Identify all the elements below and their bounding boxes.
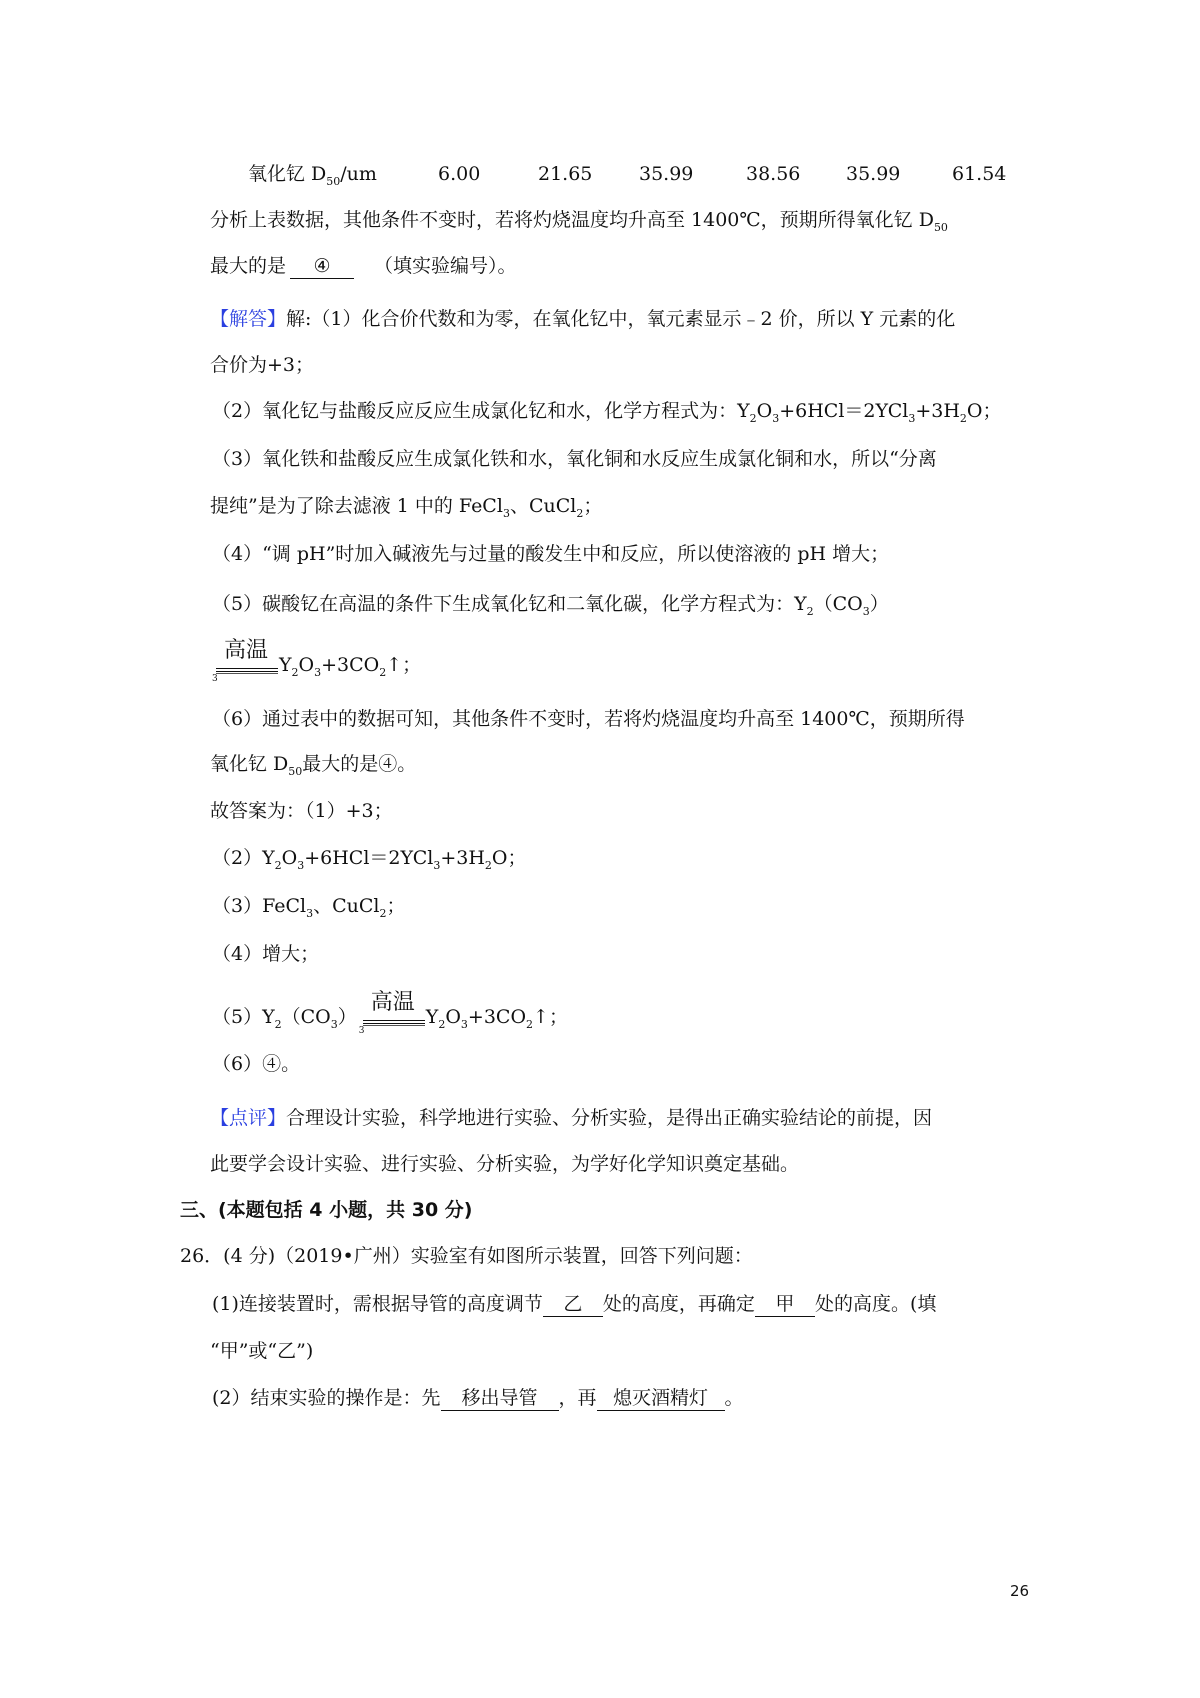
jieda-tag: 【解答】 (210, 308, 287, 330)
jieda-line-5: 提纯”是为了除去滤液 1 中的 FeCl$_3$、CuCl$_2$； (210, 495, 603, 520)
jieda-line-3: （2）氧化钇与盐酸反应反应生成氯化钇和水，化学方程式为：$Y_2O_3+6HCl=2YCl_3+3H_2O$； (212, 400, 1002, 425)
answer-blank: 熄灭酒精灯 (597, 1386, 725, 1411)
dianping-line-2: 此要学会设计实验、进行实验、分析实验，为学好化学知识奠定基础。 (210, 1153, 800, 1175)
section-heading: 三、(本题包括 4 小题，共 30 分) (180, 1199, 473, 1221)
dianping-line-1: 【点评】合理设计实验，科学地进行实验、分析实验，是得出正确实验结论的前提，因 (210, 1107, 933, 1129)
jieda-line-1: 【解答】解:（1）化合价代数和为零，在氧化钇中，氧元素显示﹣2 价，所以 Y 元素的化 (210, 308, 956, 330)
jieda-line-9: （6）通过表中的数据可知，其他条件不变时，若将灼烧温度均升高至 1400℃，预期所得 (212, 708, 965, 730)
table-cell-5: 35.99 (846, 163, 901, 185)
answer-blank: 乙 (543, 1292, 603, 1317)
q6-line-2: 最大的是 ④ （填实验编号）。 (210, 255, 517, 277)
answer-blank: ④ (290, 254, 354, 279)
table-cell-4: 38.56 (746, 163, 801, 185)
jieda-line-6: （4）“调 pH”时加入碱液先与过量的酸发生中和反应，所以使溶液的 pH 增大； (212, 543, 890, 565)
table-cell-2: 21.65 (538, 163, 593, 185)
table-cell-3: 35.99 (639, 163, 694, 185)
jieda-line-8: 3 高温 $Y_2O_3+3CO_2↑$； (212, 638, 422, 684)
jieda-line-10: 氧化钇 $D_{50}$最大的是④。 (210, 753, 417, 778)
jieda-line-2: 合价为+3； (210, 354, 315, 376)
answer-blank: 移出导管 (441, 1386, 559, 1411)
page-number: 26 (1010, 1582, 1030, 1600)
equals-sign-icon (216, 668, 278, 672)
table-row (248, 160, 1028, 188)
jieda-line-7: （5）碳酸钇在高温的条件下生成氧化钇和二氧化碳，化学方程式为：$Y_2(CO_3)$ (212, 593, 889, 618)
answer-blank: 甲 (755, 1292, 815, 1317)
answers-intro: 故答案为：（1）+3； (210, 800, 393, 822)
dianping-tag: 【点评】 (210, 1107, 287, 1129)
equals-sign-icon (363, 1020, 425, 1024)
answer-4: （4）增大； (212, 943, 320, 965)
high-temp-condition: 3 高温 (361, 995, 425, 1029)
table-cell-1: 6.00 (438, 163, 481, 185)
answer-3: （3）FeCl$_3$、CuCl$_2$； (212, 895, 406, 920)
q26-stem: 26．(4 分)（2019•广州）实验室有如图所示装置，回答下列问题： (180, 1245, 753, 1267)
answer-5: $(5)Y_2(CO_3)$ 3 高温 $Y_2O_3+3CO_2↑$； (212, 990, 568, 1036)
table-row-label: 氧化钇 $D_{50}/um$ (248, 163, 377, 188)
q26-part1-line1: (1)连接装置时，需根据导管的高度调节 乙 处的高度，再确定 甲 处的高度。(填 (212, 1293, 937, 1315)
jieda-line-4: （3）氧化铁和盐酸反应生成氯化铁和水，氧化铜和水反应生成氯化铜和水，所以“分离 (212, 448, 937, 470)
answer-2: $(2)Y_2O_3+6HCl=2YCl_3+3H_2O$； (212, 847, 527, 872)
q6-line-1: 分析上表数据，其他条件不变时，若将灼烧温度均升高至 1400℃，预期所得氧化钇 $D_{50}$ (210, 209, 948, 234)
q26-part1-line2: “甲”或“乙”) (210, 1340, 314, 1362)
answer-6: （6）④。 (212, 1053, 301, 1075)
high-temp-condition: 3 高温 (214, 643, 278, 677)
q26-part2: (2）结束实验的操作是：先 移出导管 ，再 熄灭酒精灯 。 (212, 1387, 744, 1409)
table-cell-6: 61.54 (952, 163, 1007, 185)
